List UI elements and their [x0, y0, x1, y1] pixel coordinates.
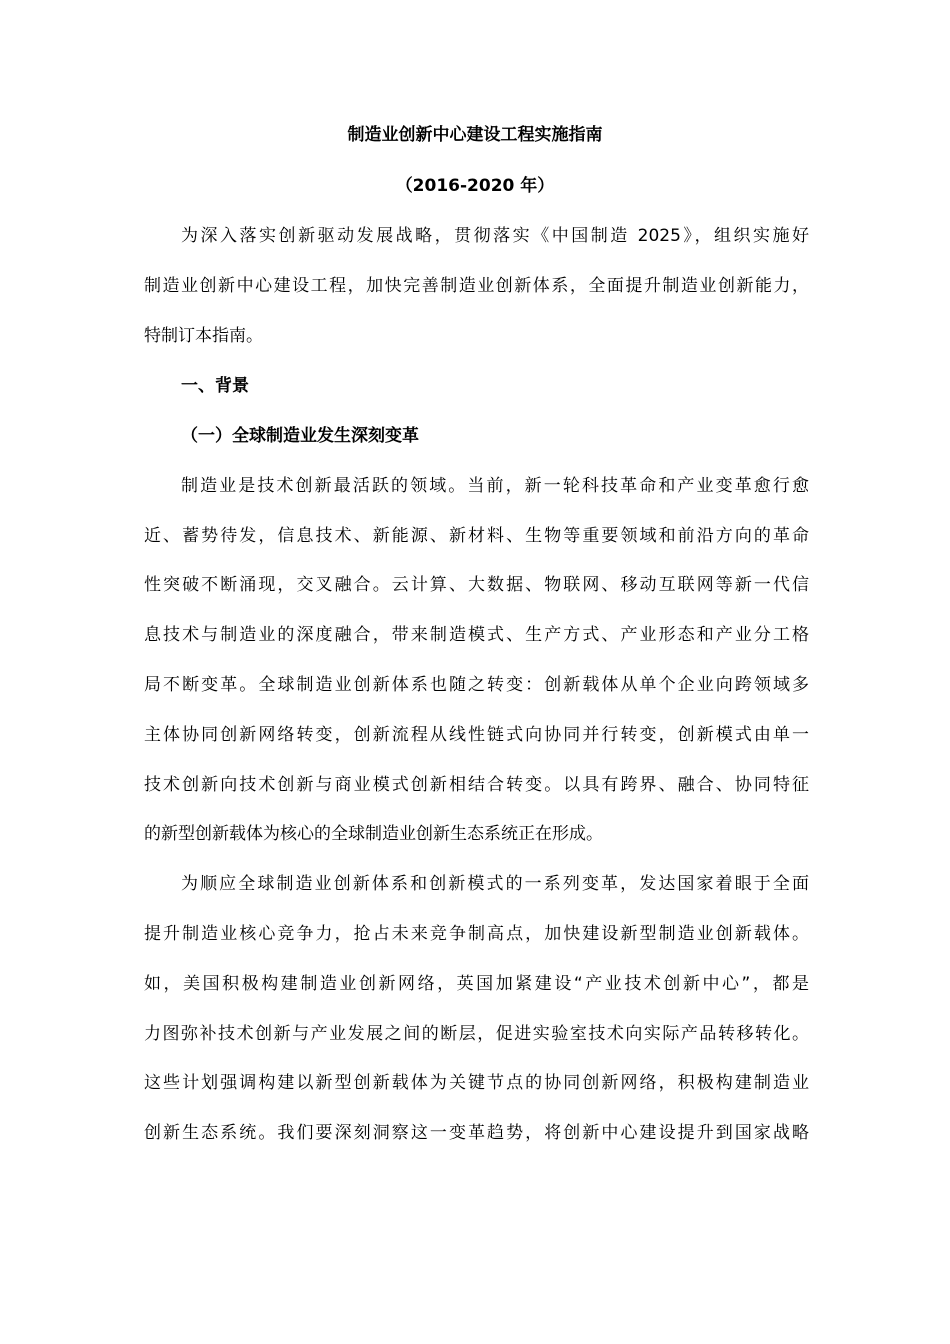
- paragraph-line: 主体协同创新网络转变，创新流程从线性链式向协同并行转变，创新模式由单一: [144, 725, 809, 745]
- paragraph-line: 创新生态系统。我们要深刻洞察这一变革趋势，将创新中心建设提升到国家战略: [144, 1123, 809, 1143]
- paragraph-line: 制造业是技术创新最活跃的领域。当前，新一轮科技革命和产业变革愈行愈: [181, 476, 809, 496]
- paragraph-line: 为顺应全球制造业创新体系和创新模式的一系列变革，发达国家着眼于全面: [181, 874, 809, 894]
- paragraph-line: 近、蓄势待发，信息技术、新能源、新材料、生物等重要领域和前沿方向的革命: [144, 526, 809, 546]
- document-title: 制造业创新中心建设工程实施指南: [347, 125, 603, 145]
- paragraph-line: 性突破不断涌现，交叉融合。云计算、大数据、物联网、移动互联网等新一代信: [144, 575, 809, 595]
- paragraph-line: 力图弥补技术创新与产业发展之间的断层，促进实验室技术向实际产品转移转化。: [144, 1024, 809, 1044]
- subsection-heading: （一）全球制造业发生深刻变革: [181, 426, 419, 446]
- paragraph-line: 特制订本指南。: [144, 326, 263, 346]
- paragraph-line: 制造业创新中心建设工程，加快完善制造业创新体系，全面提升制造业创新能力，: [144, 276, 809, 296]
- paragraph-line: 为深入落实创新驱动发展战略，贯彻落实《中国制造 2025》，组织实施好: [181, 226, 809, 246]
- paragraph-line: 提升制造业核心竞争力，抢占未来竞争制高点，加快建设新型制造业创新载体。: [144, 924, 809, 944]
- paragraph-line: 技术创新向技术创新与商业模式创新相结合转变。以具有跨界、融合、协同特征: [144, 775, 809, 795]
- paragraph-line: 局不断变革。全球制造业创新体系也随之转变：创新载体从单个企业向跨领域多: [144, 675, 809, 695]
- paragraph-line: 的新型创新载体为核心的全球制造业创新生态系统正在形成。: [144, 824, 603, 844]
- section-heading: 一、背景: [181, 376, 249, 396]
- paragraph-line: 这些计划强调构建以新型创新载体为关键节点的协同创新网络，积极构建制造业: [144, 1073, 809, 1093]
- paragraph-line: 如，美国积极构建制造业创新网络，英国加紧建设“产业技术创新中心”，都是: [144, 974, 809, 994]
- document-subtitle: （2016-2020 年）: [395, 176, 555, 196]
- paragraph-line: 息技术与制造业的深度融合，带来制造模式、生产方式、产业形态和产业分工格: [144, 625, 809, 645]
